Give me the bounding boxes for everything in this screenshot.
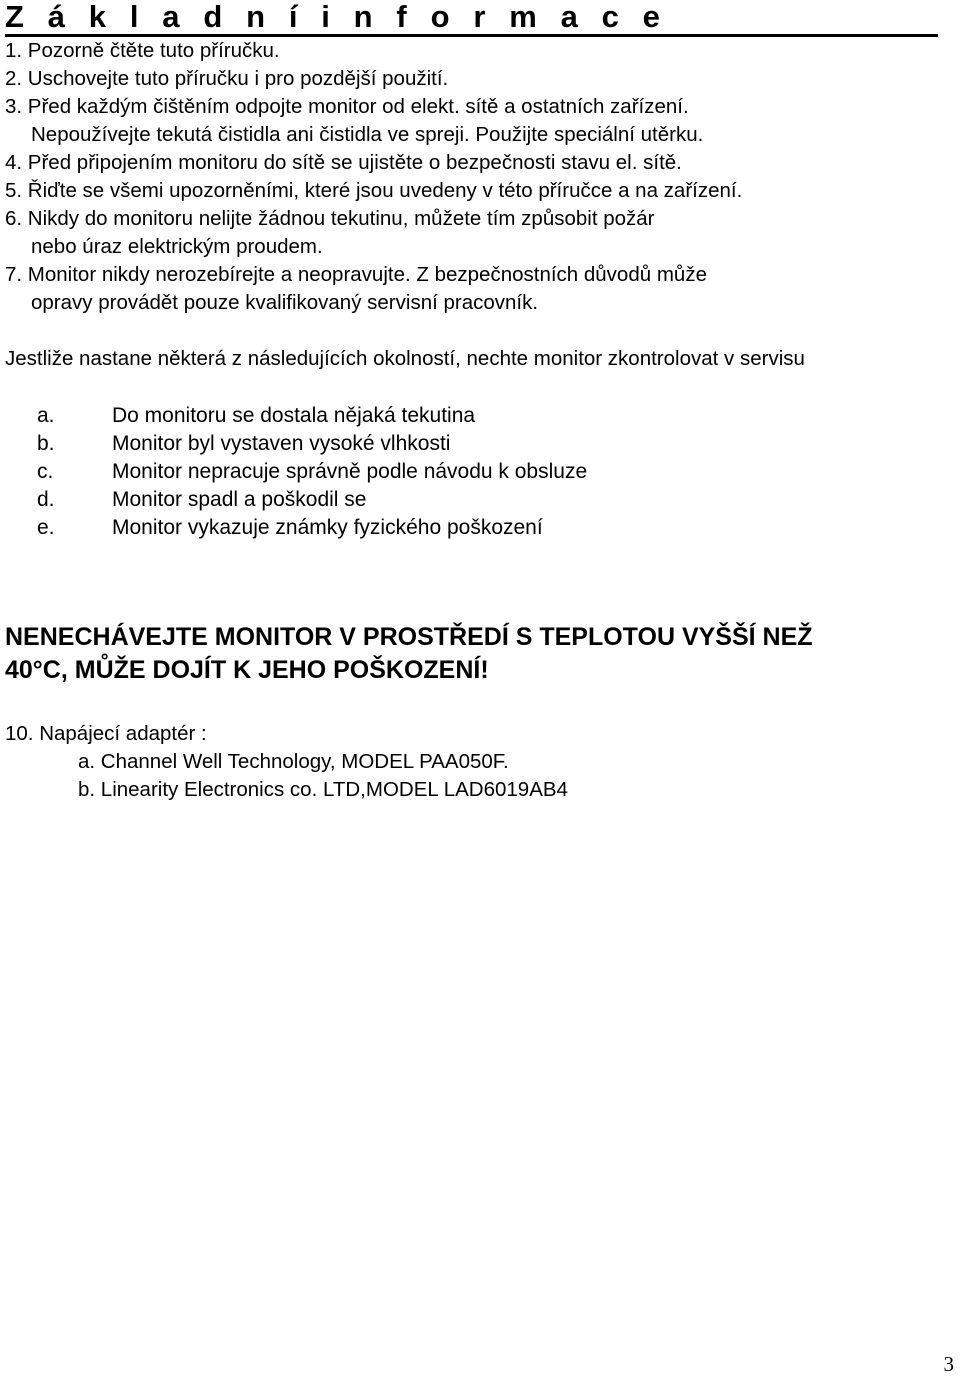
condition-letter: c.: [37, 460, 54, 483]
adapter-option: a. Channel Well Technology, MODEL PAA050F.: [78, 750, 509, 773]
instruction-6: 6. Nikdy do monitoru nelijte žádnou tekutinu, můžete tím způsobit požár: [5, 207, 655, 230]
section-heading: [5, 0, 938, 37]
condition-letter: a.: [37, 404, 55, 427]
condition-text: Monitor byl vystaven vysoké vlhkosti: [112, 432, 451, 455]
temperature-warning-line-2: 40°C, MŮŽE DOJÍT K JEHO POŠKOZENÍ!: [5, 656, 489, 684]
condition-letter: b.: [37, 432, 55, 455]
section-title: Z á k l a d n í i n f o r m a c e: [5, 0, 668, 34]
condition-letter: e.: [37, 516, 55, 539]
condition-text: Do monitoru se dostala nějaká tekutina: [112, 404, 476, 427]
temperature-warning-line-1: NENECHÁVEJTE MONITOR V PROSTŘEDÍ S TEPLOTOU VYŠŠÍ NEŽ: [5, 623, 813, 651]
instruction-3-continued: Nepoužívejte tekutá čistidla ani čistidla ve spreji. Použijte speciální utěrku.: [31, 123, 704, 146]
service-intro: Jestliže nastane některá z následujících okolností, nechte monitor zkontrolovat v servisu: [5, 347, 805, 370]
instruction-2: 2. Uschovejte tuto příručku i pro pozdější použití.: [5, 67, 449, 90]
instruction-4: 4. Před připojením monitoru do sítě se ujistěte o bezpečnosti stavu el. sítě.: [5, 151, 682, 174]
instruction-7: 7. Monitor nikdy nerozebírejte a neopravujte. Z bezpečnostních důvodů může: [5, 263, 707, 286]
instruction-6-continued: nebo úraz elektrickým proudem.: [31, 235, 323, 258]
condition-text: Monitor vykazuje známky fyzického poškození: [112, 516, 543, 539]
condition-text: Monitor spadl a poškodil se: [112, 488, 367, 511]
page-number: 3: [943, 1352, 954, 1376]
condition-text: Monitor nepracuje správně podle návodu k obsluze: [112, 460, 588, 483]
instruction-1: 1. Pozorně čtěte tuto příručku.: [5, 39, 280, 62]
instruction-7-continued: opravy provádět pouze kvalifikovaný servisní pracovník.: [31, 291, 539, 314]
instruction-3: 3. Před každým čištěním odpojte monitor od elekt. sítě a ostatních zařízení.: [5, 95, 689, 118]
condition-letter: d.: [37, 488, 55, 511]
adapter-option: b. Linearity Electronics co. LTD,MODEL LAD6019AB4: [78, 778, 568, 801]
instruction-5: 5. Řiďte se všemi upozorněními, které jsou uvedeny v této příručce a na zařízení.: [5, 179, 743, 202]
adapter-heading: 10. Napájecí adaptér :: [5, 722, 207, 745]
